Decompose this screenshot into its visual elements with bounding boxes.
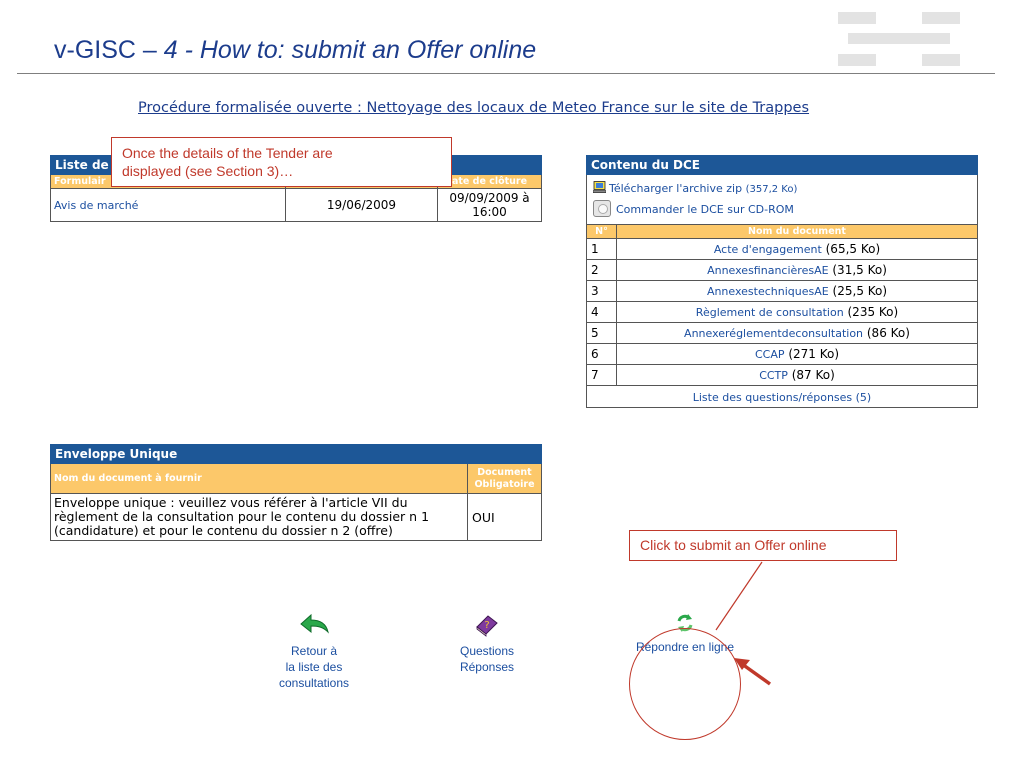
red-arrow-icon: [734, 658, 770, 684]
closing-date: 09/09/2009 à 16:00: [438, 189, 542, 222]
questions-answers-button[interactable]: ? Questions Réponses: [437, 612, 537, 675]
callout-submit-offer: Click to submit an Offer online: [629, 530, 897, 561]
callout-tender-details: Once the details of the Tender are displayed (see Section 3)…: [111, 137, 452, 187]
order-cd-link[interactable]: Commander le DCE sur CD-ROM: [593, 203, 794, 216]
callout-connector-line: [716, 562, 762, 630]
table-row: 7 CCTP (87 Ko): [587, 365, 978, 386]
table-row: 5 Annexeréglementdeconsultation (86 Ko): [587, 323, 978, 344]
doc-link[interactable]: Annexeréglementdeconsultation: [684, 327, 864, 340]
back-to-consultations-button[interactable]: Retour à la liste des consultations: [262, 612, 366, 691]
list-table-header: Liste de: [51, 156, 542, 175]
doc-link[interactable]: Règlement de consultation: [695, 306, 844, 319]
archive-size: (357,2 Ko): [745, 184, 798, 195]
respond-online-button[interactable]: Répondre en ligne: [623, 612, 747, 655]
table-row: 3 AnnexestechniquesAE (25,5 Ko): [587, 281, 978, 302]
envelope-col-doc: Nom du document à fournir: [51, 464, 468, 494]
envelope-description: Enveloppe unique : veuillez vous référer à l'article VII du règlement de la consultation pour le contenu du dossier n 1 (candidature) et pour le contenu du dossier n 2 (offre): [51, 494, 468, 541]
dce-col-num: N°: [587, 225, 617, 239]
table-row: 6 CCAP (271 Ko): [587, 344, 978, 365]
doc-link[interactable]: CCAP: [754, 348, 785, 361]
dce-header: Contenu du DCE: [587, 156, 978, 175]
list-col-form: Formulair: [51, 175, 286, 189]
envelope-col-required: Document Obligatoire: [468, 464, 542, 494]
svg-text:?: ?: [484, 620, 490, 631]
dce-col-name: Nom du document: [617, 225, 978, 239]
doc-link[interactable]: CCTP: [759, 369, 788, 382]
doc-link[interactable]: Acte d'engagement: [713, 243, 822, 256]
envelope-required-value: OUI: [468, 494, 542, 541]
envelope-header: Enveloppe Unique: [51, 445, 542, 464]
publication-date: 19/06/2009: [286, 189, 438, 222]
procedure-title[interactable]: Procédure formalisée ouverte : Nettoyage des locaux de Meteo France sur le site de Trappes: [138, 100, 810, 116]
table-row: 2 AnnexesfinancièresAE (31,5 Ko): [587, 260, 978, 281]
doc-link[interactable]: AnnexesfinancièresAE: [707, 264, 829, 277]
download-archive-link[interactable]: Télécharger l'archive zip (357,2 Ko): [593, 182, 797, 195]
avis-de-marche-link[interactable]: Avis de marché: [54, 199, 139, 212]
slide-title-prefix: v-GISC –: [54, 36, 164, 64]
list-col-close: ate de clôture: [438, 175, 542, 189]
qa-list-link[interactable]: Liste des questions/réponses (5): [692, 390, 872, 404]
slide-title-italic: 4 - How to: submit an Offer online: [163, 36, 537, 64]
table-row: 1 Acte d'engagement (65,5 Ko): [587, 239, 978, 260]
table-row: 4 Règlement de consultation (235 Ko): [587, 302, 978, 323]
doc-link[interactable]: AnnexestechniquesAE: [706, 285, 829, 298]
